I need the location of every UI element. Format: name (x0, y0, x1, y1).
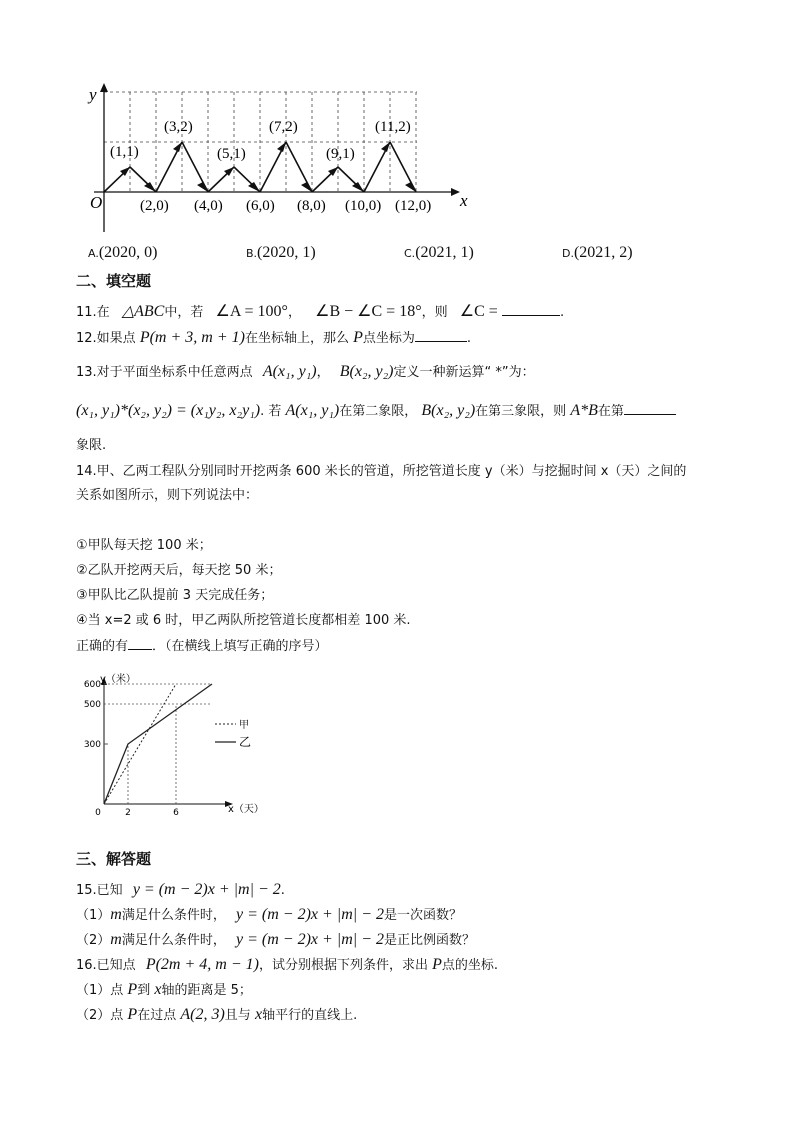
pipeline-excavation-chart (76, 668, 276, 828)
legend-label-jia: 甲 (239, 720, 249, 731)
q12-p: P (353, 329, 363, 346)
choice-value: (2020, 1) (257, 244, 316, 261)
q11-triangle: △ABC (121, 303, 165, 320)
q11-period: . (559, 305, 565, 320)
graph2-guides (104, 684, 212, 804)
q15-number: 15.已知 (76, 883, 123, 898)
q15-part1-text: 满足什么条件时， (121, 908, 226, 923)
q13-point-a: A(x₁, y₁) (262, 363, 317, 380)
q13-comma: ， (316, 365, 330, 380)
graph1-base-label: (12,0) (395, 198, 432, 214)
zigzag-coordinate-graph (80, 82, 480, 242)
q16-x: x (154, 981, 162, 998)
choice-b[interactable] (246, 244, 316, 262)
question-14-line1: 14.甲、乙两工程队分别同时开挖两条 600 米长的管道，所挖管道长度 y（米）与挖掘时间 x（天）之间的 (76, 464, 687, 479)
q13-a-star-b: A*B (570, 402, 598, 419)
q14-answer-line (76, 637, 328, 656)
question-13-line3: 象限. (76, 438, 107, 453)
y-tick-label: 300 (83, 740, 101, 750)
series-line-jia (104, 684, 176, 804)
choice-letter: B. (246, 247, 258, 260)
graph1-base-label: (4,0) (194, 198, 223, 214)
question-16-line1 (76, 956, 498, 975)
q14-statement-2: ②乙队开挖两天后，每天挖 50 米； (76, 563, 282, 578)
question-15-line1 (76, 881, 285, 900)
q14-answer-hint: ．（在横线上填写正确的序号） (152, 639, 328, 654)
graph1-y-arrow (100, 83, 108, 92)
graph1-base-label: (8,0) (297, 198, 326, 214)
choice-d[interactable] (562, 244, 633, 262)
q15-period: . (280, 883, 285, 898)
q14-statement-3: ③甲队比乙队提前 3 天完成任务； (76, 588, 274, 603)
series-line-yi (104, 684, 212, 804)
q12-point: P(m + 3, m + 1) (139, 329, 245, 346)
q15-part2-text: 满足什么条件时， (121, 933, 226, 948)
q15-part2-question: 是正比例函数？ (383, 933, 475, 948)
q12-period: . (466, 331, 472, 346)
question-13-line1 (76, 363, 535, 382)
graph1-base-label: (2,0) (140, 198, 169, 214)
graph1-peak-label: (3,2) (164, 119, 193, 135)
question-14-line2: 关系如图所示，则下列说法中： (76, 488, 259, 503)
q14-answer-label: 正确的有 (76, 639, 129, 654)
q15-m: m (110, 931, 122, 948)
q12-answer-blank[interactable] (415, 329, 467, 342)
graph1-peak-label: (5,1) (217, 146, 246, 162)
question-16-part1 (76, 981, 252, 1000)
graph2-ticks (84, 680, 179, 818)
q15-part2-label: （2） (76, 933, 111, 948)
q12-text2: 点坐标为 (362, 331, 415, 346)
q13-quadrant3: 在第三象限，则 (475, 404, 567, 419)
graph2-x-label: x（天） (228, 804, 264, 815)
graph2-series (104, 684, 212, 804)
q16-to: 到 (137, 983, 151, 998)
question-11 (76, 303, 564, 322)
graph2-y-label: y（米） (100, 674, 136, 685)
graph1-peak-label: (11,2) (375, 119, 411, 135)
q11-answer-blank[interactable] (502, 303, 560, 316)
q16-text: ，试分别根据下列条件，求出 (258, 958, 428, 973)
q16-text2: 点的坐标. (441, 958, 499, 973)
q13-operation-def: (x₁, y₁)*(x₂, y₂) = (x₁y₂, x₂y₁) (76, 402, 261, 419)
choice-letter: C. (404, 247, 416, 260)
graph1-base-label: (10,0) (345, 198, 382, 214)
q15-function: y = (m − 2)x + |m| − 2 (132, 881, 281, 898)
q15-part1-function: y = (m − 2)x + |m| − 2 (236, 906, 384, 923)
q11-text-then: ，则 (421, 305, 448, 320)
y-tick-label: 500 (83, 700, 101, 710)
section-title-fill-blank: 二、填空题 (76, 272, 152, 290)
question-12 (76, 329, 471, 348)
q13-b: B(x₂, y₂) (421, 402, 476, 419)
q11-angle-a: ∠A = 100° (215, 303, 288, 320)
choice-letter: A. (88, 247, 99, 260)
question-13-line2 (76, 402, 676, 421)
q11-number: 11.在 (76, 305, 110, 320)
q15-part2-function: y = (m − 2)x + |m| − 2 (236, 931, 384, 948)
section-title-solve: 三、解答题 (76, 850, 152, 868)
choice-c[interactable] (404, 244, 474, 262)
q13-quadrant2: 在第二象限， (339, 404, 418, 419)
graph1-base-label: (6,0) (246, 198, 275, 214)
q15-part1-question: 是一次函数？ (383, 908, 462, 923)
legend-label-yi: 乙 (239, 735, 252, 749)
choice-a[interactable] (88, 244, 157, 262)
q13-point-b: B(x₂, y₂) (339, 363, 394, 380)
graph1-grid (104, 92, 417, 192)
choice-value: (2021, 2) (573, 244, 633, 261)
q16-point-a: A(2, 3) (180, 1006, 225, 1023)
x-tick-label: 2 (125, 808, 131, 818)
x-tick-label: 6 (173, 808, 179, 818)
graph1-peak-label: (9,1) (326, 146, 355, 162)
q16-p: P (127, 981, 138, 998)
q16-part1-label: （1）点 (76, 983, 124, 998)
graph1-x-label: x (460, 191, 468, 210)
q11-text: 中，若 (164, 305, 204, 320)
graph1-origin-label: O (90, 193, 103, 212)
q13-in: 在第 (597, 404, 624, 419)
graph1-y-label: y (89, 85, 97, 104)
q16-and: 且与 (224, 1008, 251, 1023)
q11-angle-c: ∠C = (459, 303, 498, 320)
q13-answer-blank[interactable] (624, 402, 676, 415)
q16-p: P (432, 956, 442, 973)
q16-x: x (254, 1006, 263, 1023)
q13-if: . 若 (260, 404, 282, 419)
q14-statement-4: ④当 x=2 或 6 时，甲乙两队所挖管道长度都相差 100 米. (76, 613, 411, 628)
graph1-peak-label: (1,1) (110, 144, 139, 160)
graph1-peak-label: (7,2) (269, 119, 298, 135)
q12-number: 12.如果点 (76, 331, 136, 346)
q11-angle-diff: ∠B − ∠C = 18° (315, 303, 422, 320)
q14-statement-1: ①甲队每天挖 100 米； (76, 538, 212, 553)
q16-part2-label: （2）点 (76, 1008, 124, 1023)
q16-number: 16.已知点 (76, 958, 136, 973)
x-tick-label: 0 (95, 808, 101, 818)
question-15-part2 (76, 931, 475, 950)
q16-through: 在过点 (137, 1008, 177, 1023)
q16-parallel: 轴平行的直线上. (262, 1008, 358, 1023)
question-15-part1 (76, 906, 462, 925)
q12-text: 在坐标轴上，那么 (244, 331, 349, 346)
q16-p: P (127, 1006, 138, 1023)
q13-a: A(x₁, y₁) (285, 402, 340, 419)
y-tick-label: 600 (83, 680, 101, 690)
q15-m: m (110, 906, 122, 923)
choice-value: (2021, 1) (415, 244, 474, 261)
q16-distance: 轴的距离是 5； (161, 983, 252, 998)
q15-part1-label: （1） (76, 908, 111, 923)
q16-point: P(2m + 4, m − 1) (145, 956, 259, 973)
q11-comma: ， (287, 305, 301, 320)
q14-answer-blank[interactable] (128, 637, 152, 650)
q13-number: 13.对于平面坐标系中任意两点 (76, 365, 253, 380)
question-16-part2 (76, 1006, 357, 1025)
choice-value: (2020, 0) (98, 244, 158, 261)
q13-text: 定义一种新运算“ *”为： (393, 365, 535, 380)
graph1-x-arrow (451, 188, 460, 196)
graph1-arrowheads (120, 142, 416, 192)
choice-letter: D. (562, 247, 574, 260)
